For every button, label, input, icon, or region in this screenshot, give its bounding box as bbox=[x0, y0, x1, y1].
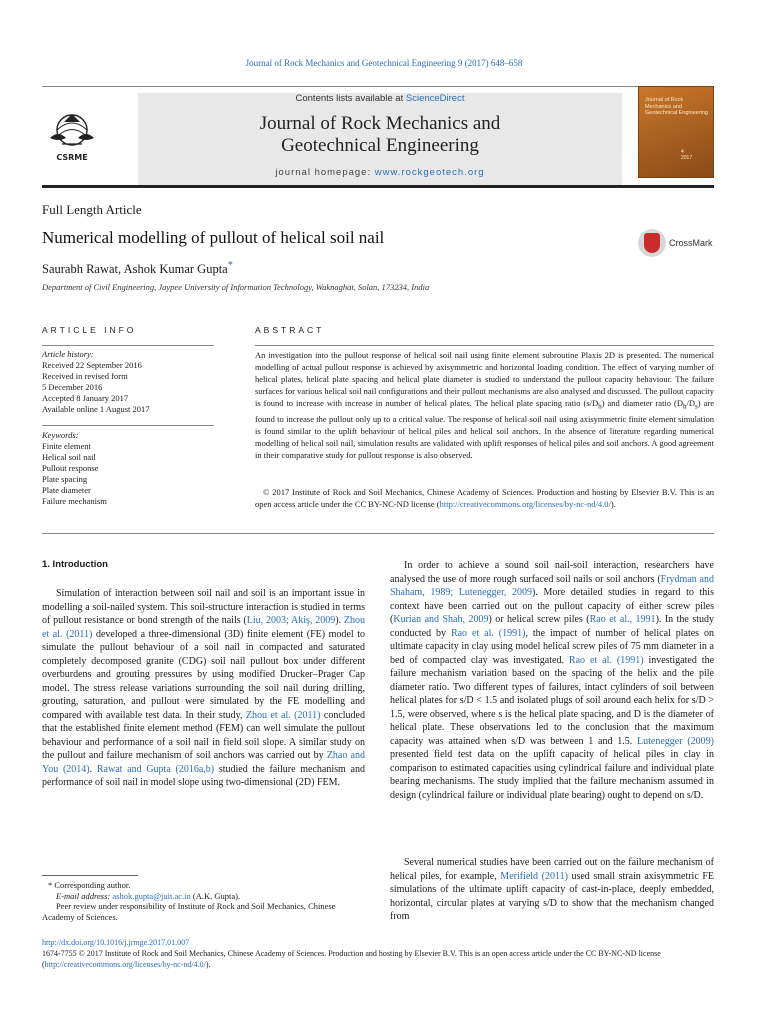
email-label: E-mail address: bbox=[56, 890, 113, 901]
article-type: Full Length Article bbox=[42, 202, 142, 217]
reference-link[interactable]: Rao et al., 1991 bbox=[589, 614, 656, 625]
authors: Saurabh Rawat, Ashok Kumar Gupta bbox=[42, 262, 228, 277]
journal-title-line-1: Journal of Rock Mechanics and bbox=[259, 113, 501, 134]
abstract-subscript: h bbox=[598, 402, 602, 411]
intro-paragraph-3 bbox=[390, 856, 714, 924]
keyword: Finite element bbox=[42, 441, 91, 451]
body-text: ) or helical screw piles ( bbox=[488, 614, 590, 625]
reference-link[interactable]: Lutenegger (2009) bbox=[637, 735, 714, 747]
body-text: , the impact of number of helical plates on ultimate capacity in clay using model helical screw piles of 75 mm diameter in a bed of compacted clay was investigated. bbox=[390, 627, 714, 666]
history-item: Accepted 8 January 2017 bbox=[42, 393, 129, 403]
reference-link[interactable]: Liu, 2003; Akiş, 2009 bbox=[246, 615, 336, 626]
body-text: In order to achieve a sound soil nail-soil interaction, researchers have analysed the use of more rough surfaced soil nails or soil anchors ( bbox=[390, 560, 714, 585]
copyright-text: © 2017 Institute of Rock and Soil Mechanics, Chinese Academy of Sciences. Production and hosting by Elsevier B.V. This is an open access article under the CC BY-NC-ND license ( bbox=[255, 487, 714, 509]
body-text: studied the failure mechanism and performance of soil nail in model slope using two-dimensional (2D) FEM. bbox=[42, 763, 365, 788]
email-link[interactable]: ashok.gupta@juit.ac.in bbox=[112, 890, 191, 901]
cover-volume: 4 bbox=[681, 149, 684, 155]
reference-link[interactable]: Zhao and You (2014) bbox=[42, 750, 365, 775]
crossmark-icon bbox=[638, 229, 666, 257]
email-name: (A.K. Gupta). bbox=[190, 890, 241, 901]
history-label: Article history: bbox=[42, 349, 94, 359]
abstract-subscript: h bbox=[682, 402, 687, 411]
issn-end: ). bbox=[205, 960, 211, 969]
abstract-subscript: s bbox=[695, 402, 698, 411]
author-list bbox=[42, 260, 233, 277]
journal-citation[interactable]: Journal of Rock Mechanics and Geotechnical Engineering 9 (2017) 648–658 bbox=[245, 58, 523, 68]
reference-link[interactable]: Rawat and Gupta (2016a,b) bbox=[96, 763, 215, 775]
abstract-heading: ABSTRACT bbox=[255, 325, 325, 335]
keyword: Pullout response bbox=[42, 463, 99, 473]
reference-link[interactable]: Frydman and Shaham, 1989; Lutenegger, 2009 bbox=[390, 573, 714, 598]
header-rule bbox=[42, 86, 714, 87]
cover-year: 2017 bbox=[681, 155, 693, 161]
contents-line bbox=[138, 93, 622, 104]
homepage-prefix: journal homepage: bbox=[275, 167, 375, 178]
corresponding-author-note: * Corresponding author. bbox=[48, 880, 131, 890]
copyright-end: ). bbox=[610, 499, 616, 509]
cover-volume-block bbox=[681, 149, 692, 161]
journal-cover-thumbnail[interactable] bbox=[638, 86, 714, 178]
header-thick-rule bbox=[42, 185, 714, 188]
contents-prefix: Contents lists available at bbox=[295, 93, 406, 104]
footnote bbox=[42, 880, 365, 922]
email-note bbox=[42, 891, 365, 902]
journal-homepage bbox=[138, 167, 622, 178]
abstract-bottom-rule bbox=[42, 533, 714, 534]
abstract-text bbox=[255, 349, 714, 461]
abstract-part: /D bbox=[686, 398, 696, 408]
article-history bbox=[42, 360, 150, 415]
article-info-heading: ARTICLE INFO bbox=[42, 325, 137, 335]
body-text: developed a three-dimensional (3D) finite element (FE) model to simulate the pullout behaviour of a soil nail in compacted and saturated completely decomposed granite (CDG) soil nail pullout box under different overburdens and grouting pressures by using modified Drucker–Prager Cap model. The stress release variations surrounding the soil nail during drilling, grouting, saturation, and pullout were simulated by the FE modelling and compared with available test data. In their study, bbox=[42, 628, 365, 721]
peer-review-note: Peer review under responsibility of Institute of Rock and Soil Mechanics, Chinese Academy of Sciences. bbox=[42, 901, 336, 922]
section-heading-introduction: 1. Introduction bbox=[42, 559, 108, 570]
affiliation: Department of Civil Engineering, Jaypee University of Information Technology, Waknaghat, Solan, 173234, India bbox=[42, 282, 430, 292]
article-info-rule bbox=[42, 345, 214, 346]
cover-title: Journal of Rock Mechanics and Geotechnical Engineering bbox=[645, 97, 708, 116]
body-text: used small strain axisymmetric FE simulations of the ultimate uplift capacity of cast-in-place, deeply embedded, horizontal, circular plates at varying s/D to show that the mechanism changed from bbox=[390, 870, 714, 922]
issn-copyright bbox=[42, 948, 714, 970]
license-link[interactable]: http://creativecommons.org/licenses/by-nc-nd/4.0/ bbox=[439, 499, 611, 509]
keyword: Failure mechanism bbox=[42, 496, 107, 506]
article-title: Numerical modelling of pullout of helical soil nail bbox=[42, 228, 385, 247]
abstract-part: ) and diameter ratio (D bbox=[601, 398, 683, 408]
footnote-rule bbox=[42, 875, 138, 876]
body-text: presented field test data on the uplift capacity of helical piles in clay in comparison to estimated capacities using cylindrical failure and individual plate bearing mechanisms. The study implied that the failure mechanism assumed in design (cylindrical failure or individual plate bearing) ought to depend on s/D. bbox=[390, 749, 714, 801]
abstract-rule bbox=[255, 345, 714, 346]
reference-link[interactable]: Kurian and Shah, 2009 bbox=[393, 614, 489, 625]
abstract-part: ) are found to increase the pullout only up to a critical value. The response of helical soil nail using axisymmetric finite element simulation is found similar to the uplift behaviour of helical piles and helical soil anchors. In the absence of literature regarding numerical modelling of helical soil nail, simulation results are validated with uplift responses of helical piles and soil anchors. A good agreement in their comparative study for pullout response is also observed. bbox=[255, 398, 714, 460]
body-text: . bbox=[89, 763, 97, 775]
body-text: concluded that the established finite element method (FEM) can well simulate the pullout behaviour and performance of a soil nail in field soil slope. A similar study on the pullout and failure mechanism of soil anchors was carried out by bbox=[42, 709, 365, 761]
body-text: ). In the study conducted by bbox=[390, 614, 714, 639]
body-text: Several numerical studies have been carried out on the failure mechanism of helical piles, for example, bbox=[390, 857, 714, 882]
crossmark-button[interactable] bbox=[638, 229, 718, 259]
csrme-logo-icon bbox=[42, 108, 102, 164]
history-item: Received in revised form bbox=[42, 371, 128, 381]
issn-text: 1674-7755 © 2017 Institute of Rock and Soil Mechanics, Chinese Academy of Sciences. Production and hosting by Elsevier B.V. This is an open access article under the CC BY-NC-ND license ( bbox=[42, 949, 661, 969]
keyword-list bbox=[42, 441, 107, 507]
reference-link[interactable]: Zhou et al. (2011) bbox=[42, 615, 365, 640]
body-text: ). bbox=[335, 615, 344, 626]
keywords-label: Keywords: bbox=[42, 430, 79, 440]
body-text: Simulation of interaction between soil nail and soil is an important issue in modelling a soil-nailed system. This soil-structure interaction is studied in terms of pullout resistance or bond strength of the nails ( bbox=[42, 588, 365, 626]
crossmark-label: CrossMark bbox=[669, 238, 713, 248]
abstract-part: An investigation into the pullout response of helical soil nail using finite element subroutine Plaxis 2D is presented. The numerical modelling of actual pullout response is achieved by axisymmetric and horizontal loading condition. The effect of varying number of helical plates, helical plate spacing and helical plate diameter is studied to understand the pullout capacity behaviour. The failure surfaces for various helical soil nail configurations and their pullout mechanisms are also analysed and discussed. The pullout capacity is found to increase with increase in number of helical plates. The helical plate spacing ratio (s/D bbox=[255, 350, 714, 408]
intro-paragraph-2 bbox=[390, 559, 714, 802]
keyword: Plate spacing bbox=[42, 474, 88, 484]
sciencedirect-link[interactable]: ScienceDirect bbox=[405, 93, 465, 104]
corresponding-author-mark[interactable]: * bbox=[227, 260, 233, 271]
history-item: Received 22 September 2016 bbox=[42, 360, 142, 370]
reference-link[interactable]: Rao et al. (1991) bbox=[568, 654, 644, 666]
homepage-link[interactable]: www.rockgeotech.org bbox=[374, 167, 485, 178]
keywords-rule bbox=[42, 425, 214, 426]
journal-title-line-2: Geotechnical Engineering bbox=[281, 135, 479, 156]
reference-link[interactable]: Rao et al. (1991) bbox=[450, 627, 526, 639]
doi-link[interactable]: http://dx.doi.org/10.1016/j.jrmge.2017.01.007 bbox=[42, 938, 190, 947]
reference-link[interactable]: Zhou et al. (2011) bbox=[245, 709, 321, 721]
body-text: investigated the failure mechanism variation based on the spacing of the helix and the pile diameter ratio. Two different types of failures, intact cylinders of soil between helical plates for s/D < 1.5 and isolated plugs of soil around each helix for s/D > 1.5, were observed, where s is the helical plate spacing, and D is the diameter of helical plate. These observations led to the conclusion that the maximum capacity was attained when s/D was between 1 and 1.5. bbox=[390, 654, 715, 747]
journal-title bbox=[138, 113, 622, 157]
keyword: Plate diameter bbox=[42, 485, 91, 495]
footer-license-link[interactable]: http://creativecommons.org/licenses/by-nc-nd/4.0/ bbox=[44, 960, 206, 969]
crossmark-bookmark-icon bbox=[644, 233, 660, 253]
abstract-copyright bbox=[255, 486, 714, 510]
reference-link[interactable]: Merifield (2011) bbox=[500, 870, 568, 882]
keyword: Helical soil nail bbox=[42, 452, 96, 462]
body-text: ). More detailed studies in regard to this context have been carried out on the pullout capacity of either screw piles ( bbox=[390, 587, 714, 625]
history-item: 5 December 2016 bbox=[42, 382, 103, 392]
intro-paragraph-1 bbox=[42, 587, 365, 790]
history-item: Available online 1 August 2017 bbox=[42, 404, 150, 414]
logo-text: CSRME bbox=[56, 153, 88, 162]
